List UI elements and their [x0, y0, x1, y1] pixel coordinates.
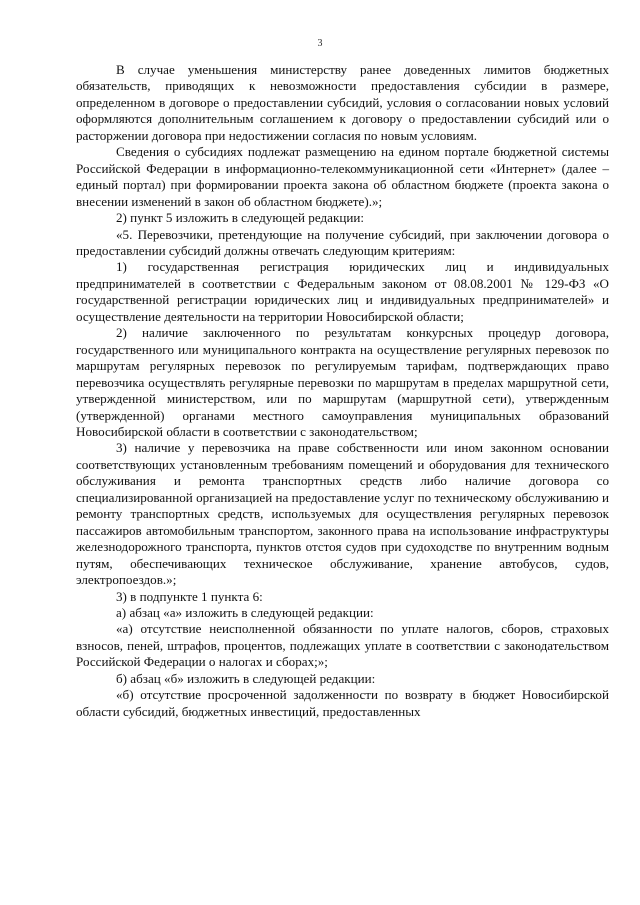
- paragraph-carriers-criteria: «5. Перевозчики, претендующие на получение субсидий, при заключении договора о предоставлении субсидий должны отвечать следующим критериям:: [76, 226, 609, 258]
- paragraph-criterion-2: 2) наличие заключенного по результатам конкурсных процедур договора, государственного или муниципального контракта на осуществление регулярных перевозок по маршрутам регулярных перевозок по регулируемым тарифам, подтверждающих право перевозчика осуществлять регулярные перевозки по маршрутам в пределах маршрутной сети, утвержденной министерством, или по маршрутам (маршрутной сети), утвержденным (утвержденной) органами местного самоуправления муниципальных образований Новосибирской области в соответствии с законодательством;: [76, 325, 609, 439]
- page-number: 3: [317, 38, 323, 49]
- paragraph-subitem-b-intro: б) абзац «б» изложить в следующей редакции:: [116, 670, 376, 686]
- paragraph-criterion-1: 1) государственная регистрация юридических лиц и индивидуальных предпринимателей в соответствии с Федеральным законом от 08.08.2001 № 129-ФЗ «О государственной регистрации юридических лиц и индивидуальных предпринимателей» и осуществление деятельности на территории Новосибирской области;: [76, 259, 609, 324]
- paragraph-subitem-a-text: «а) отсутствие неисполненной обязанности по уплате налогов, сборов, страховых взносов, пеней, штрафов, процентов, подлежащих уплате в соответствии с законодательством Российской Федерации о налогах и сборах;»;: [76, 621, 609, 670]
- paragraph-item-3-intro: 3) в подпункте 1 пункта 6:: [116, 588, 263, 604]
- paragraph-criterion-3: 3) наличие у перевозчика на праве собственности или ином законном основании соответствующих установленным требованиям помещений и оборудования для технического обслуживания и ремонта транспортных средств либо наличие договора со специализированной организацией на предоставление услуг по техническому обслуживанию и ремонту транспортных средств, используемых для осуществления регулярных перевозок пассажиров автомобильным транспортом, законного права на использование инфраструктуры железнодорожного транспорта, пунктов отстоя судов при судоходстве по внутренним водным путям, обеспечивающих техническое обслуживание, хранение автобусов, судов, электропоездов.»;: [76, 440, 609, 588]
- paragraph-item-2-intro: 2) пункт 5 изложить в следующей редакции:: [116, 210, 364, 226]
- paragraph-subsidy-info: Сведения о субсидиях подлежат размещению на едином портале бюджетной системы Российской Федерации в информационно-телекоммуникационной сети «Интернет» (далее – единый портал) при формировании проекта закона об областном бюджете (проекта закона о внесении изменений в закон об областном бюджете).»;: [76, 144, 609, 209]
- document-body: [76, 62, 609, 720]
- paragraph-subitem-b-text: «б) отсутствие просроченной задолженности по возврату в бюджет Новосибирской области субсидий, бюджетных инвестиций, предоставленных: [76, 687, 609, 719]
- paragraph-subitem-a-intro: а) абзац «а» изложить в следующей редакции:: [116, 604, 374, 620]
- paragraph-budget-limits: В случае уменьшения министерству ранее доведенных лимитов бюджетных обязательств, приводящих к невозможности предоставления субсидии в размере, определенном в договоре о предоставлении субсидий, условия о согласовании новых условий оформляются дополнительным соглашением к договору о предоставлении субсидий или о расторжении договора при недостижении согласия по новым условиям.: [76, 62, 609, 143]
